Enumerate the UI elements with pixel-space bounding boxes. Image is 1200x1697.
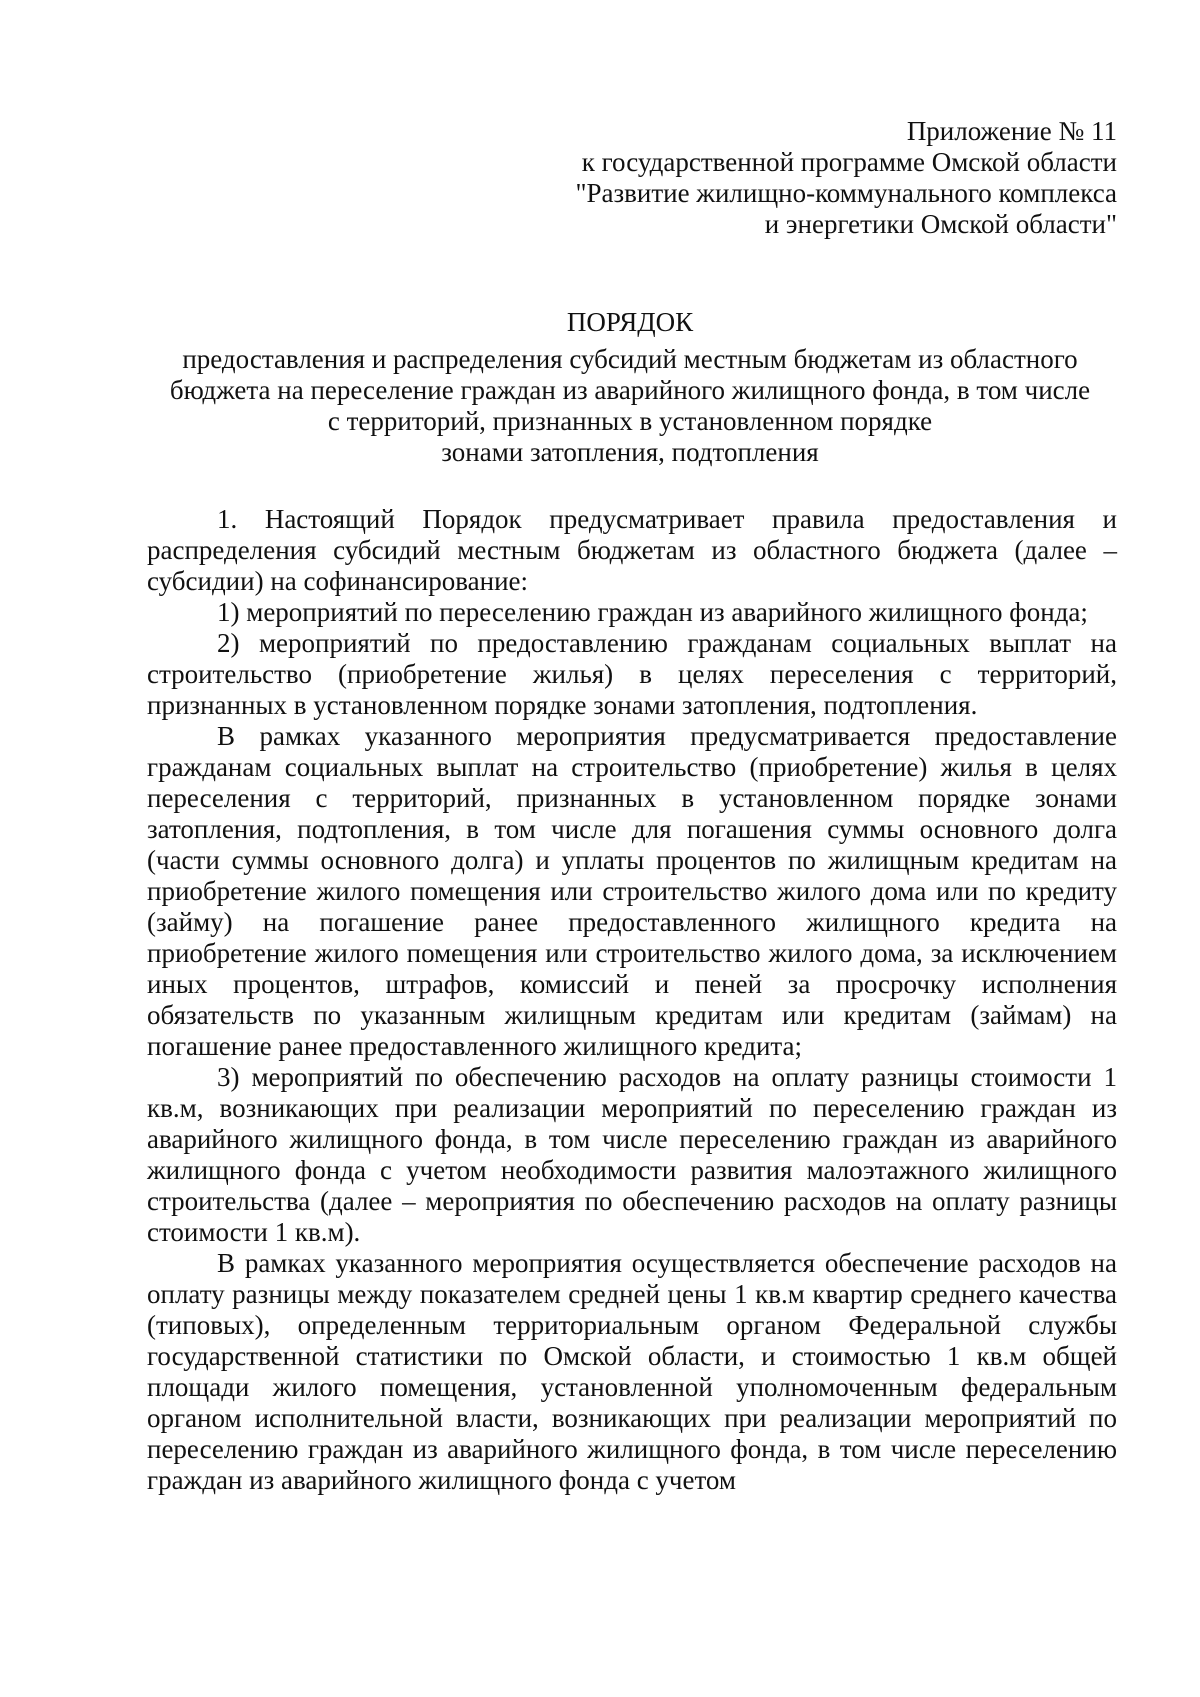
document-subtitle-line-2: бюджета на переселение граждан из аварийного жилищного фонда, в том числе <box>169 375 1091 405</box>
paragraph-item-3: 3) мероприятий по обеспечению расходов на оплату разницы стоимости 1 кв.м, возникающих при реализации мероприятий по переселению граждан из аварийного жилищного фонда, в том числе переселению граждан из аварийного жилищного фонда с учетом необходимости развития малоэтажного жилищного строительства (далее – мероприятия по обеспечению расходов на оплату разницы стоимости 1 кв.м). <box>147 1062 1117 1247</box>
document-subtitle-line-1: предоставления и распределения субсидий местным бюджетам из областного <box>182 344 1078 374</box>
paragraph-item-2: 2) мероприятий по предоставлению гражданам социальных выплат на строительство (приобретение жилья) в целях переселения с территорий, признанных в установленном порядке зонами затопления, подтопления. <box>147 628 1117 720</box>
paragraph-1: 1. Настоящий Порядок предусматривает правила предоставления и распределения субсидий местным бюджетам из областного бюджета (далее – субсидии) на софинансирование: <box>147 504 1117 596</box>
document-title-block <box>140 307 1120 468</box>
paragraph-item-3-details: В рамках указанного мероприятия осуществляется обеспечение расходов на оплату разницы между показателем средней цены 1 кв.м квартир среднего качества (типовых), определенным территориальным органом Федеральной службы государственной статистики по Омской области, и стоимостью 1 кв.м общей площади жилого помещения, установленной уполномоченным федеральным органом исполнительной власти, возникающих при реализации мероприятий по переселению граждан из аварийного жилищного фонда, в том числе переселению граждан из аварийного жилищного фонда с учетом <box>147 1248 1117 1495</box>
document-subtitle-line-3: с территорий, признанных в установленном порядке <box>327 406 933 436</box>
appendix-number: Приложение № 11 <box>906 116 1117 146</box>
appendix-header <box>417 116 1117 240</box>
paragraph-item-2-details: В рамках указанного мероприятия предусматривается предоставление гражданам социальных выплат на строительство (приобретение) жилья в целях переселения с территорий, признанных в установленном порядке зонами затопления, подтопления, в том числе для погашения суммы основного долга (части суммы основного долга) и уплаты процентов по жилищным кредитам на приобретение жилого помещения или строительство жилого дома или по кредиту (займу) на погашение ранее предоставленного жилищного кредита на приобретение жилого помещения или строительство жилого дома, за исключением иных процентов, штрафов, комиссий и пеней за просрочку исполнения обязательств по указанным жилищным кредитам или кредитам (займам) на погашение ранее предоставленного жилищного кредита; <box>147 721 1117 1061</box>
appendix-program-name-1: "Развитие жилищно-коммунального комплекса <box>575 178 1117 208</box>
document-title: ПОРЯДОК <box>566 307 694 337</box>
appendix-program-ref: к государственной программе Омской области <box>581 147 1117 177</box>
paragraph-item-1: 1) мероприятий по переселению граждан из аварийного жилищного фонда; <box>217 597 1088 627</box>
appendix-program-name-2: и энергетики Омской области" <box>764 209 1117 239</box>
document-subtitle-line-4: зонами затопления, подтопления <box>441 437 819 467</box>
document-body <box>147 504 1117 1496</box>
